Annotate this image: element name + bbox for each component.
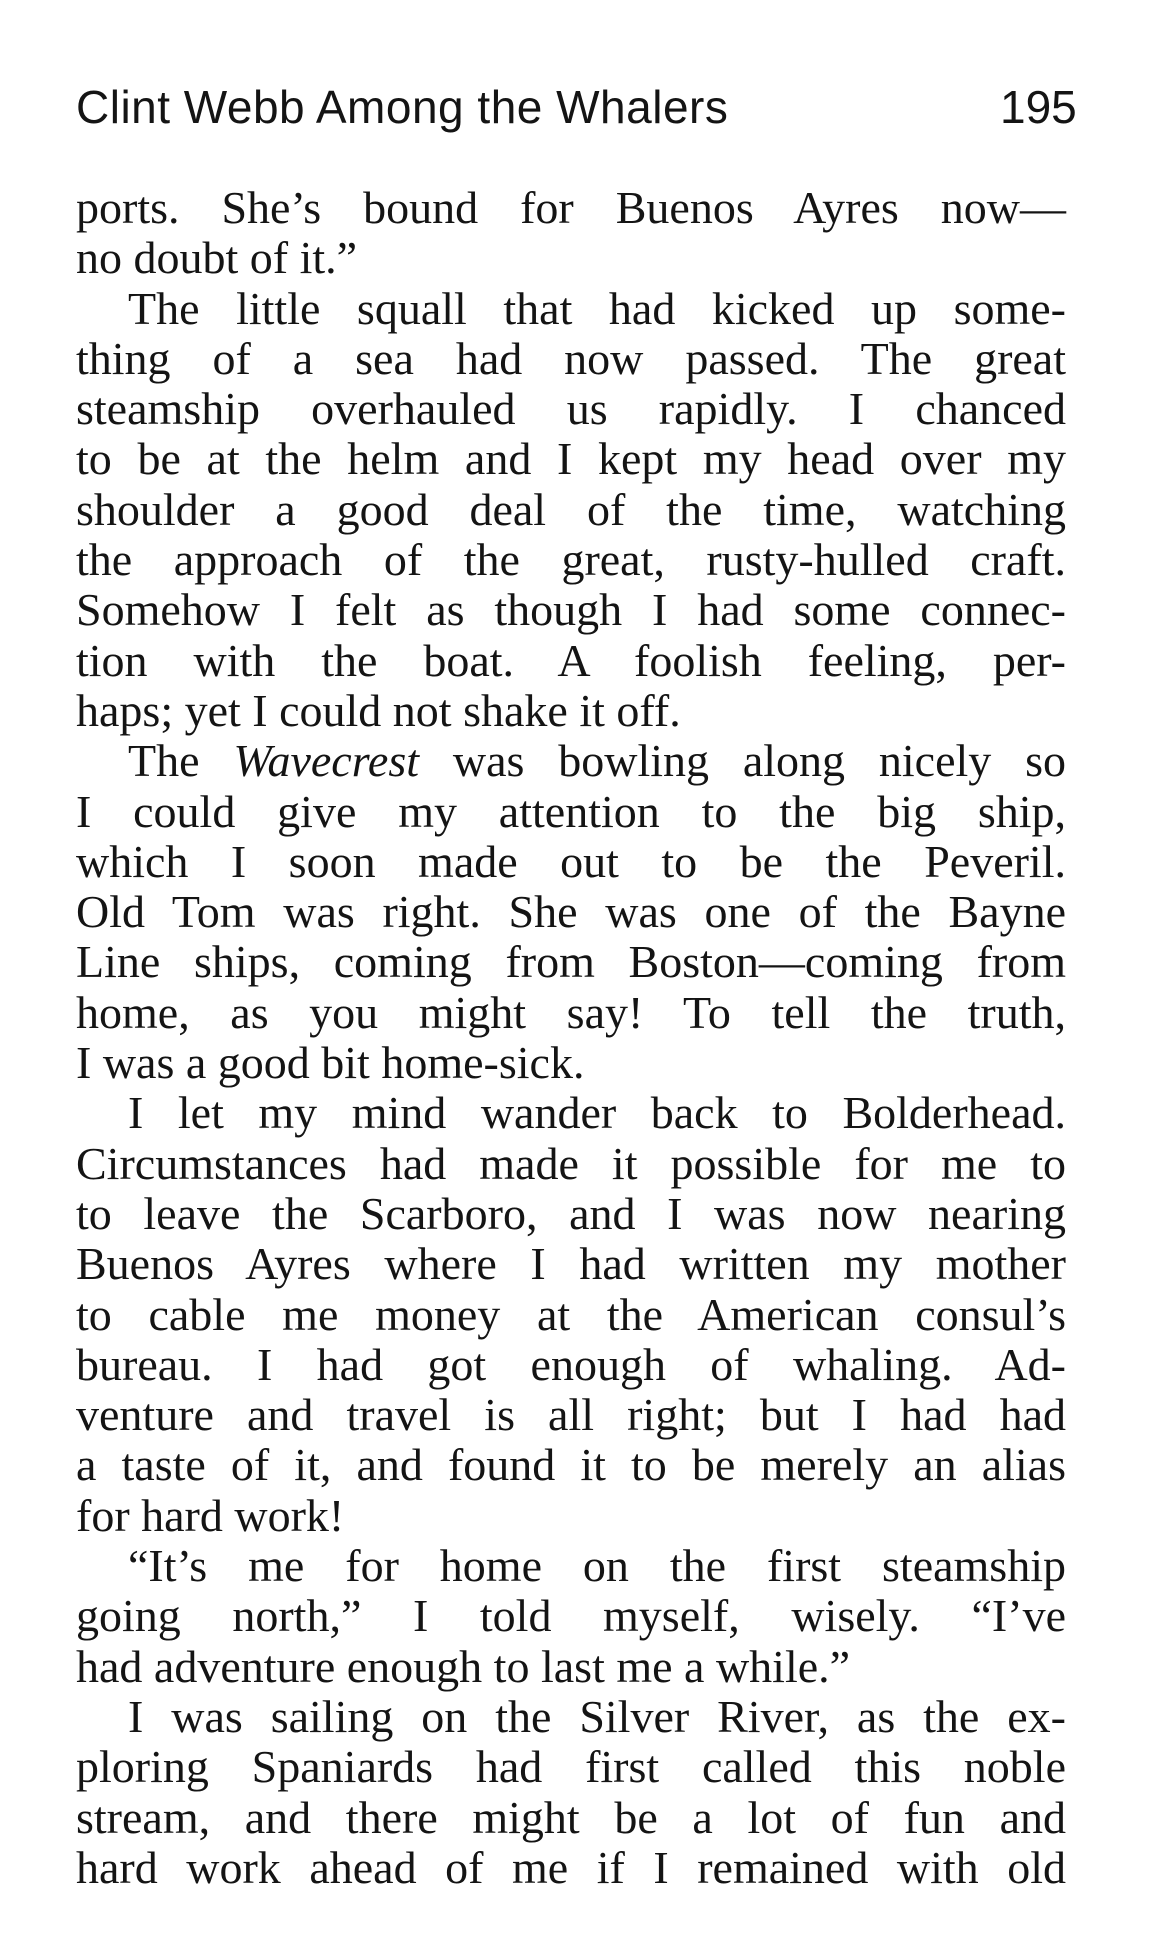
text-line: Old Tom was right. She was one of the Bayne xyxy=(76,886,1066,938)
text-line: I was sailing on the Silver River, as the ex- xyxy=(128,1690,1066,1742)
text-line: ploring Spaniards had first called this noble xyxy=(76,1741,1066,1793)
text-line: Circumstances had made it possible for me to xyxy=(76,1137,1066,1189)
text-line: no doubt of it.” xyxy=(76,232,358,284)
text-line: ports. She’s bound for Buenos Ayres now— xyxy=(76,182,1066,233)
text-line: to be at the helm and I kept my head over my xyxy=(76,433,1066,485)
text-line: I was a good bit home-sick. xyxy=(76,1037,585,1089)
text-line: tion with the boat. A foolish feeling, per- xyxy=(76,634,1066,686)
text-line: to cable me money at the American consul’s xyxy=(76,1288,1066,1340)
text-line: shoulder a good deal of the time, watching xyxy=(76,483,1066,535)
running-head-title: Clint Webb Among the Whalers xyxy=(76,81,729,133)
text-line: stream, and there might be a lot of fun and xyxy=(76,1791,1066,1843)
body-text xyxy=(76,183,1066,1893)
text-line: bureau. I had got enough of whaling. Ad- xyxy=(76,1338,1066,1390)
text-line: had adventure enough to last me a while.” xyxy=(76,1640,851,1692)
text-line: thing of a sea had now passed. The great xyxy=(76,332,1066,384)
text-line: Line ships, coming from Boston—coming from xyxy=(76,936,1066,988)
text-line: steamship overhauled us rapidly. I chanced xyxy=(76,383,1066,435)
text-fragment: was bowling along nicely so xyxy=(452,735,1067,787)
text-line: hard work ahead of me if I remained with old xyxy=(76,1841,1066,1893)
text-line: I could give my attention to the big ship, xyxy=(76,785,1066,837)
text-line: Buenos Ayres where I had written my mother xyxy=(76,1238,1066,1290)
text-line: “It’s me for home on the first steamship xyxy=(128,1540,1066,1592)
text-line-with-italic xyxy=(76,736,1066,786)
text-fragment: The xyxy=(128,735,200,787)
text-line: which I soon made out to be the Peveril. xyxy=(76,835,1066,887)
text-line: The little squall that had kicked up some- xyxy=(128,282,1066,334)
text-line: Somehow I felt as though I had some connec- xyxy=(76,584,1066,636)
text-line: venture and travel is all right; but I had had xyxy=(76,1389,1066,1441)
text-line: haps; yet I could not shake it off. xyxy=(76,684,681,736)
text-line: going north,” I told myself, wisely. “I’ve xyxy=(76,1590,1066,1642)
page-number: 195 xyxy=(1000,81,1077,133)
ship-name-italic: Wavecrest xyxy=(233,735,419,787)
text-line: to leave the Scarboro, and I was now nearing xyxy=(76,1187,1066,1239)
text-line: home, as you might say! To tell the truth, xyxy=(76,986,1066,1038)
text-line: for hard work! xyxy=(76,1489,345,1541)
text-line: I let my mind wander back to Bolderhead. xyxy=(128,1087,1066,1139)
text-line: the approach of the great, rusty-hulled craft. xyxy=(76,534,1066,586)
text-line: a taste of it, and found it to be merely an alias xyxy=(76,1439,1066,1491)
